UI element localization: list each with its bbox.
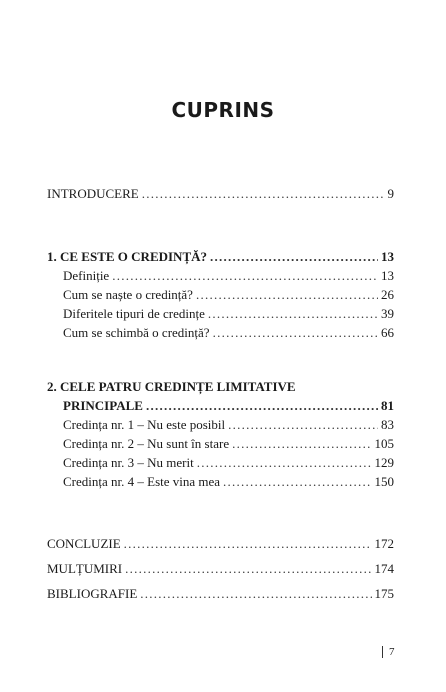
toc-entry-page: 66 (381, 325, 394, 340)
toc-entry-bibliografie (47, 586, 394, 602)
toc-chapter-title: PRINCIPALE (63, 398, 143, 413)
toc-entry-page: 174 (374, 561, 394, 576)
dot-leader (125, 561, 371, 577)
dot-leader (213, 325, 378, 341)
toc-entry (63, 417, 394, 433)
page-number-value: 7 (389, 646, 395, 658)
toc-entry (63, 306, 394, 322)
toc-entry-page: 150 (374, 474, 394, 489)
toc-entry-title: Credința nr. 4 – Este vina mea (63, 474, 221, 489)
toc-entry-concluzie (47, 536, 394, 552)
toc-entry-title: Credința nr. 3 – Nu merit (63, 455, 194, 470)
toc-entry (63, 474, 394, 490)
toc-entry-title: Credința nr. 2 – Nu sunt în stare (63, 436, 230, 451)
toc-entry (63, 268, 394, 284)
toc-entry-title: Cum se schimbă o credință? (63, 325, 210, 340)
toc-entry-title: Cum se naște o credință? (63, 287, 193, 302)
toc-entry-title: Definiție (63, 268, 110, 283)
dot-leader (223, 474, 371, 490)
toc-entry-page: 105 (374, 436, 394, 451)
toc-entry (63, 436, 394, 452)
toc-entry (63, 287, 394, 303)
dot-leader (197, 455, 372, 471)
toc-entry-title: Credința nr. 1 – Nu este posibil (63, 417, 226, 432)
dot-leader (142, 186, 385, 202)
toc-chapter-2 (63, 398, 394, 414)
toc-entry-title: INTRODUCERE (47, 186, 139, 201)
toc-chapter-2-title: 2. CELE PATRU CREDINȚE LIMITATIVE (47, 379, 296, 394)
toc-entry-page: 9 (387, 186, 394, 201)
dot-leader (124, 536, 372, 552)
dot-leader (232, 436, 371, 452)
dot-leader (140, 586, 371, 602)
toc-chapter-page: 81 (381, 398, 394, 413)
toc-entry-title: CONCLUZIE (47, 536, 121, 551)
toc-entry-introducere (47, 186, 394, 202)
toc-entry-title: MULȚUMIRI (47, 561, 123, 576)
toc-entry (63, 325, 394, 341)
dot-leader (196, 287, 378, 303)
toc-entry-page: 26 (381, 287, 394, 302)
toc-entry-title: Diferitele tipuri de credințe (63, 306, 205, 321)
toc-entry-multumiri (47, 561, 394, 577)
toc-entry-title: BIBLIOGRAFIE (47, 586, 138, 601)
dot-leader (208, 306, 378, 322)
toc-chapter-1 (47, 249, 394, 265)
toc-entry-page: 129 (374, 455, 394, 470)
page-title: CUPRINS (171, 98, 275, 122)
toc-entry-page: 13 (381, 268, 394, 283)
toc-entry-page: 39 (381, 306, 394, 321)
toc-entry-page: 172 (374, 536, 394, 551)
toc-entry-page: 83 (381, 417, 394, 432)
divider (382, 646, 383, 658)
dot-leader (146, 398, 378, 414)
dot-leader (210, 249, 378, 265)
toc-entry (63, 455, 394, 471)
toc-chapter-title: 1. CE ESTE O CREDINȚĂ? (47, 249, 208, 264)
dot-leader (228, 417, 378, 433)
page-number (382, 646, 395, 658)
toc-entry-page: 175 (374, 586, 394, 601)
toc-chapter-page: 13 (381, 249, 394, 264)
dot-leader (112, 268, 378, 284)
